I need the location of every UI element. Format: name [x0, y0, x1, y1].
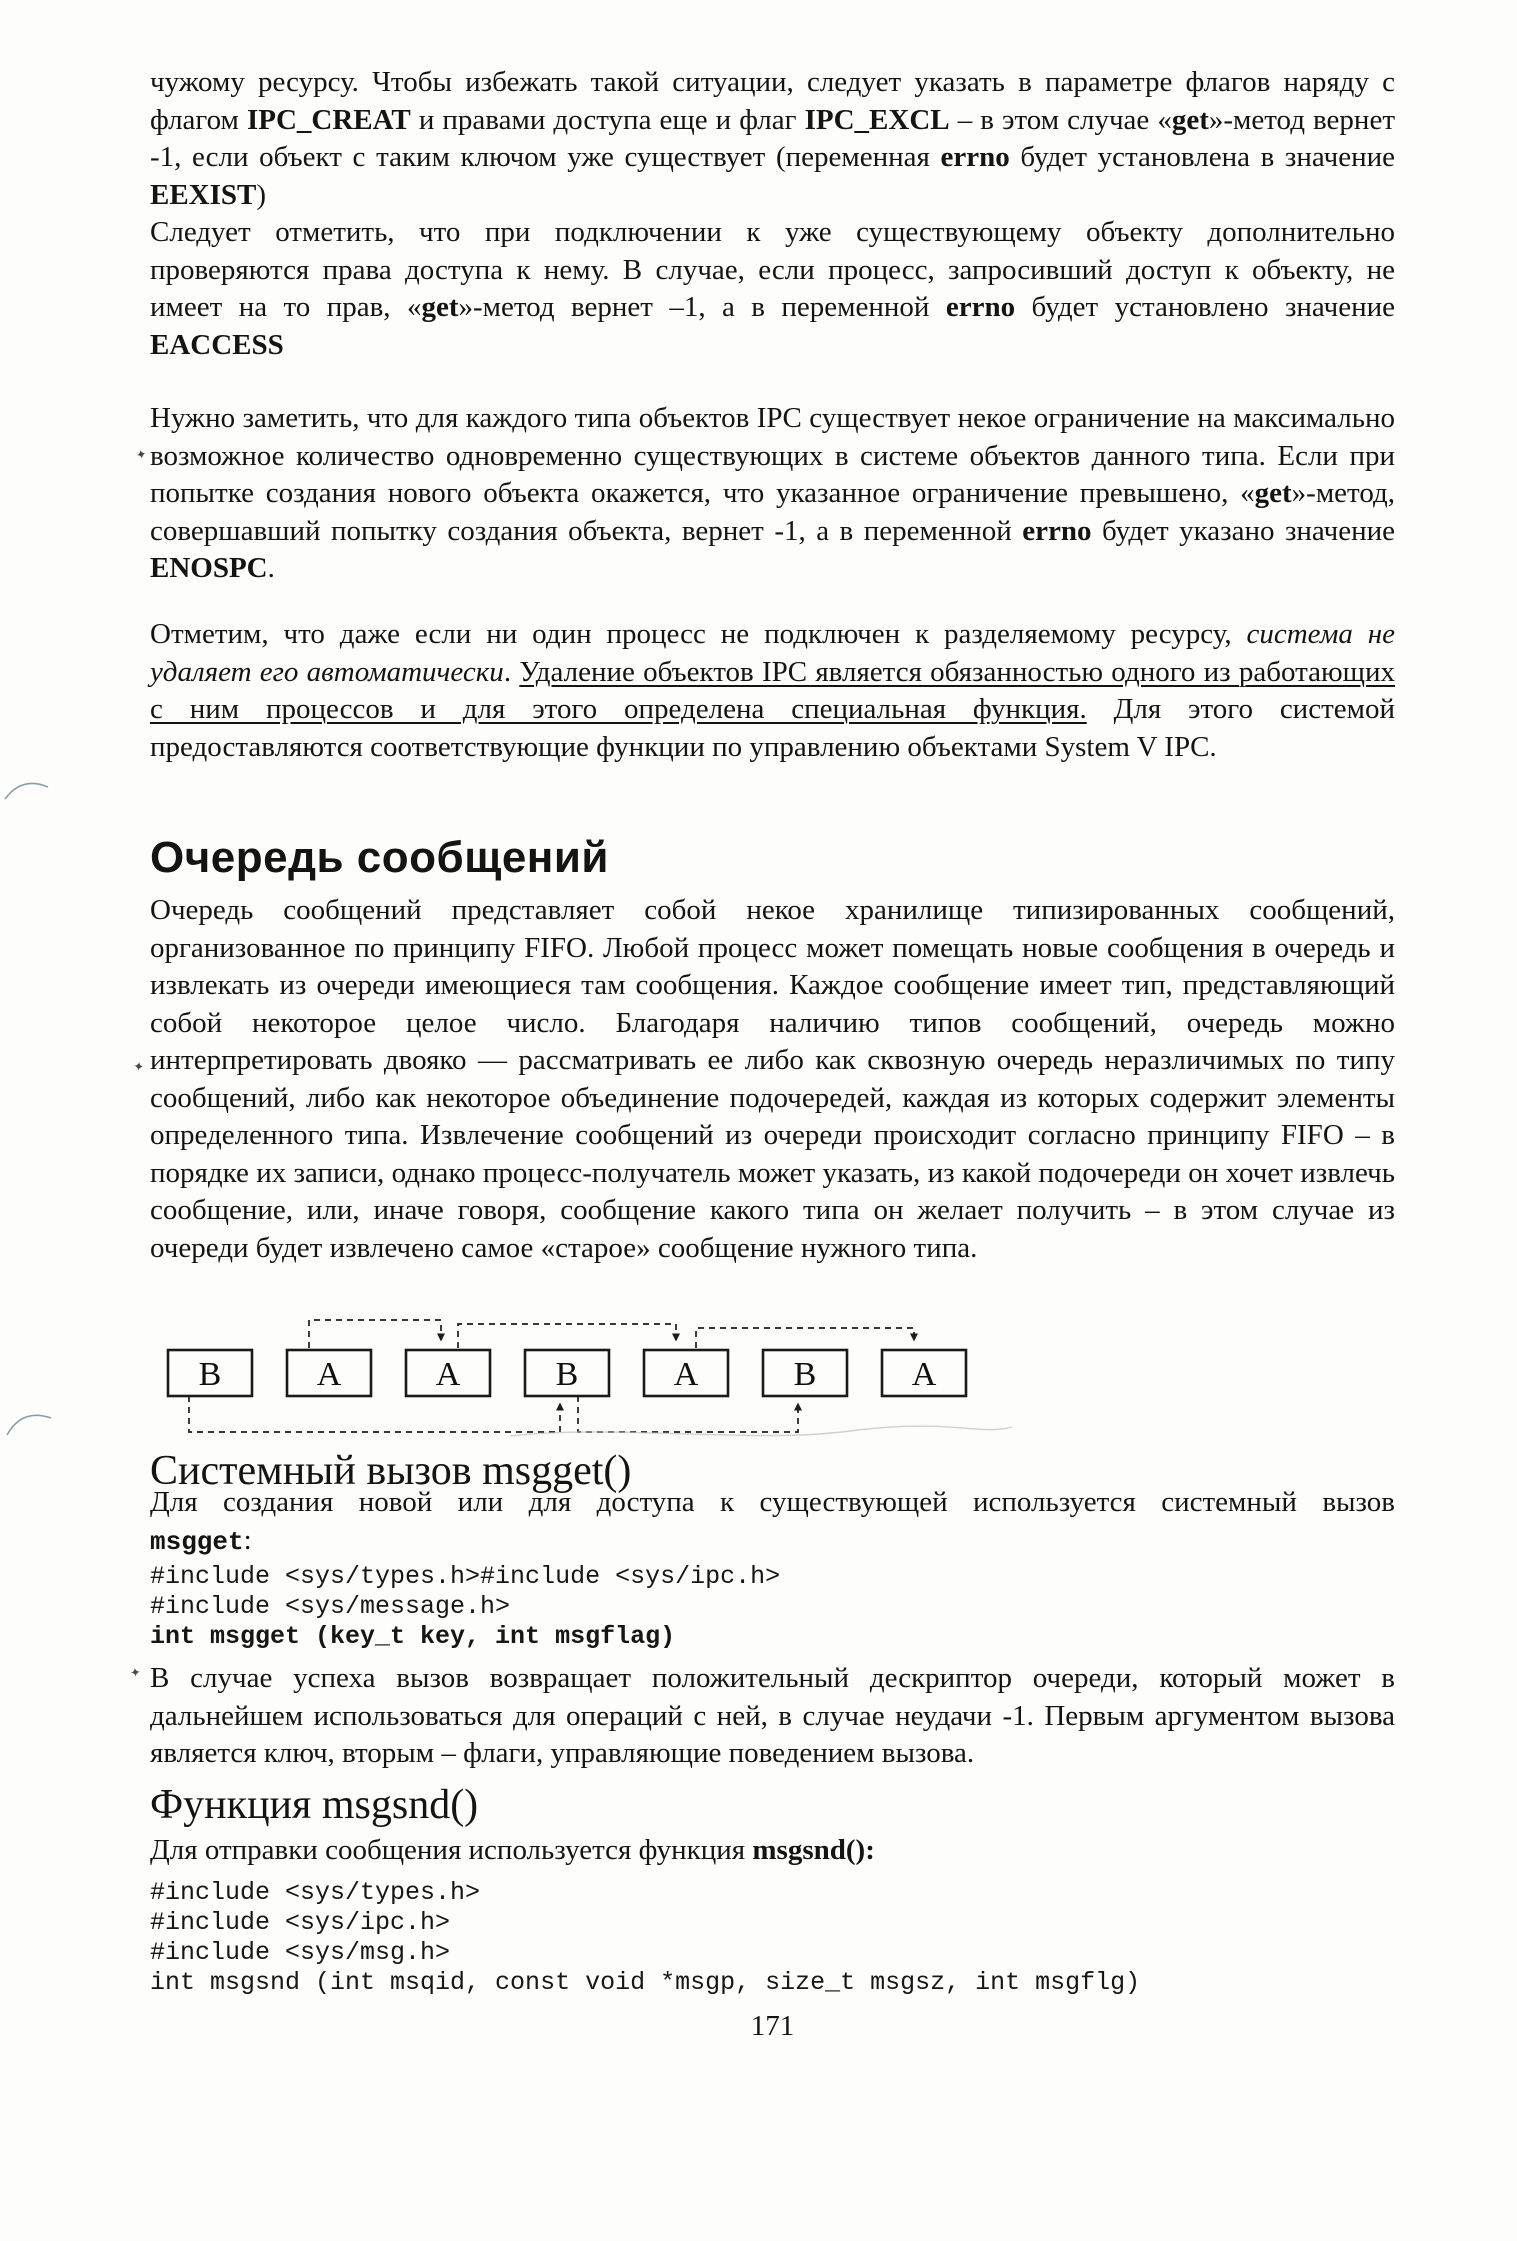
section-message-queue: [150, 892, 1395, 1267]
paragraph-ipc-removal: [150, 616, 1395, 766]
heading-msgget: Системный вызов msgget(): [150, 1448, 632, 1494]
term-errno: errno: [945, 291, 1016, 323]
pencil-mark-icon: ✦: [134, 447, 149, 464]
section-enospc: [150, 400, 1395, 588]
term-ipc-excl: IPC_EXCL: [804, 103, 950, 136]
term-get: get: [421, 291, 459, 323]
section-msgget-result: [150, 1660, 1395, 1773]
type-a-link-2: [458, 1324, 676, 1348]
type-a-link-3: [696, 1328, 914, 1348]
message-boxes: [168, 1350, 966, 1396]
code-line: #include <sys/msg.h>: [150, 1938, 451, 1967]
text-run: будет установлено значение: [1015, 291, 1395, 323]
text-run: .: [267, 552, 275, 584]
term-get: get: [1171, 103, 1209, 136]
section-ipc-flags: [150, 64, 1395, 364]
term-ipc-creat: IPC_CREAT: [246, 103, 411, 136]
type-b-link-1: [189, 1396, 560, 1432]
term-eaccess: EACCESS: [150, 328, 284, 361]
pencil-mark-icon: ✦: [132, 1059, 145, 1076]
text-run: .: [503, 655, 520, 688]
paragraph-msgget-name: [150, 1522, 1395, 1562]
type-b-link-2: [578, 1396, 798, 1432]
message-type-label: B: [555, 1356, 579, 1393]
text-run-italic: система не удаляет его автоматически: [150, 618, 1395, 688]
code-line-signature: int msgsnd (int msqid, const void *msgp, size_t msgsz, int msgflg): [150, 1968, 1141, 1997]
code-block-msgget: [150, 1562, 1395, 1652]
paragraph-enospc: [150, 400, 1395, 588]
text-run: и правами доступа еще и флаг: [410, 103, 805, 136]
section-ipc-removal: [150, 616, 1395, 766]
term-get: get: [1254, 477, 1292, 509]
paragraph-eaccess: [150, 214, 1395, 364]
paragraph-msgsnd-intro: [150, 1832, 1395, 1870]
code-line: #include <sys/types.h>#include <sys/ipc.h>: [150, 1562, 781, 1591]
text-run: Отметим, что даже если ни один процесс не подключен к разделяемому ресурсу,: [150, 618, 1247, 650]
pencil-mark-icon: ✦: [129, 1665, 142, 1682]
term-msgget: msgget: [150, 1526, 244, 1557]
text-run: – в этом случае «: [949, 103, 1172, 136]
text-run: »-метод вернет –1, а в переменной: [458, 291, 946, 323]
term-errno: errno: [1022, 514, 1092, 547]
code-line: #include <sys/message.h>: [150, 1592, 511, 1621]
text-run: Следует отметить, что при подключении к уже существующему объекту дополнительно проверяются права доступа к нему. В случае, если процесс, запросивший доступ к объекту, не имеет на то прав, «: [150, 216, 1395, 323]
message-type-label: B: [793, 1356, 817, 1393]
text-run: будет указано значение: [1091, 514, 1395, 547]
page-number: 171: [750, 2010, 795, 2042]
message-type-label: A: [316, 1356, 342, 1393]
message-type-label: A: [911, 1356, 937, 1393]
text-run: :: [243, 1523, 252, 1556]
scan-artifact-line: [510, 1426, 1012, 1436]
text-run: Для отправки сообщения используется функция: [150, 1834, 753, 1866]
section-msgsnd-intro: [150, 1832, 1395, 1870]
type-a-link-1: [309, 1320, 441, 1348]
text-run-underlined: Удаление объектов IPC является обязанностью одного из работающих с ним процессов и для этого определена специальная функция.: [150, 655, 1395, 725]
message-type-label: B: [198, 1356, 222, 1393]
code-line-signature: int msgget (key_t key, int msgflag): [150, 1622, 676, 1651]
code-line: #include <sys/ipc.h>: [150, 1908, 451, 1937]
paragraph-msgget-result: В случае успеха вызов возвращает положительный дескриптор очереди, который может в дальнейшем использоваться для операций с ней, в случае неудачи -1. Первым аргументом вызова является ключ, вторым – флаги, управляющие поведением вызова.: [150, 1662, 1395, 1769]
term-eexist: EEXIST: [150, 178, 257, 211]
term-msgsnd: msgsnd():: [752, 1834, 875, 1866]
message-type-label: A: [673, 1356, 699, 1393]
pencil-arc-icon: [4, 1406, 56, 1438]
paragraph-ipc-excl: [150, 64, 1395, 214]
text-run: ): [256, 178, 267, 211]
code-block-msgsnd: [150, 1878, 1395, 1998]
text-run: »-метод, совершавший попытку создания объекта, вернет -1, а в переменной: [150, 477, 1395, 547]
heading-message-queue: Очередь сообщений: [150, 833, 609, 882]
text-run: Нужно заметить, что для каждого типа объектов IPC существует некое ограничение на максимально возможное количество одновременно существующих в системе объектов данного типа. Если при попытке создания нового объекта окажется, что указанное ограничение превышено, «: [150, 402, 1395, 509]
pencil-arc-icon: [2, 774, 54, 802]
heading-msgsnd: Функция msgsnd(): [150, 1782, 479, 1828]
text-run: будет установлена в значение: [1009, 141, 1395, 173]
code-line: #include <sys/types.h>: [150, 1878, 481, 1907]
text-run: »-метод вернет -1, если объект с таким ключом уже существует (переменная: [150, 103, 1395, 173]
text-run: Для этого системой предоставляются соответствующие функции по управлению объектами System V IPC.: [150, 693, 1395, 763]
paragraph-message-queue: Очередь сообщений представляет собой некое хранилище типизированных сообщений, организованное по принципу FIFO. Любой процесс может помещать новые сообщения в очередь и извлекать из очереди имеющиеся там сообщения. Каждое сообщение имеет тип, представляющий собой некоторое целое число. Благодаря наличию типов сообщений, очередь можно интерпретировать двояко — рассматривать ее либо как сквозную очередь неразличимых по типу сообщений, либо как некоторое объединение подочередей, каждая из которых содержит элементы определенного типа. Извлечение сообщений из очереди происходит согласно принципу FIFO – в порядке их записи, однако процесс-получатель может указать, из какой подочереди он хочет извлечь сообщение, или, иначе говоря, сообщение какого типа он желает получить – в этом случае из очереди будет извлечено самое «старое» сообщение нужного типа.: [150, 894, 1395, 1264]
text-run: чужому ресурсу. Чтобы избежать такой ситуации, следует указать в параметре флагов наряду с флагом: [150, 66, 1395, 136]
paragraph-msgget-intro: Для создания новой или для доступа к существующей используется системный вызов: [150, 1486, 1395, 1518]
section-msgget-intro: [150, 1484, 1395, 1561]
message-queue-diagram: [150, 1312, 1395, 1450]
message-type-label: A: [435, 1356, 461, 1393]
term-enospc: ENOSPC: [150, 552, 268, 584]
term-errno: errno: [940, 141, 1010, 173]
